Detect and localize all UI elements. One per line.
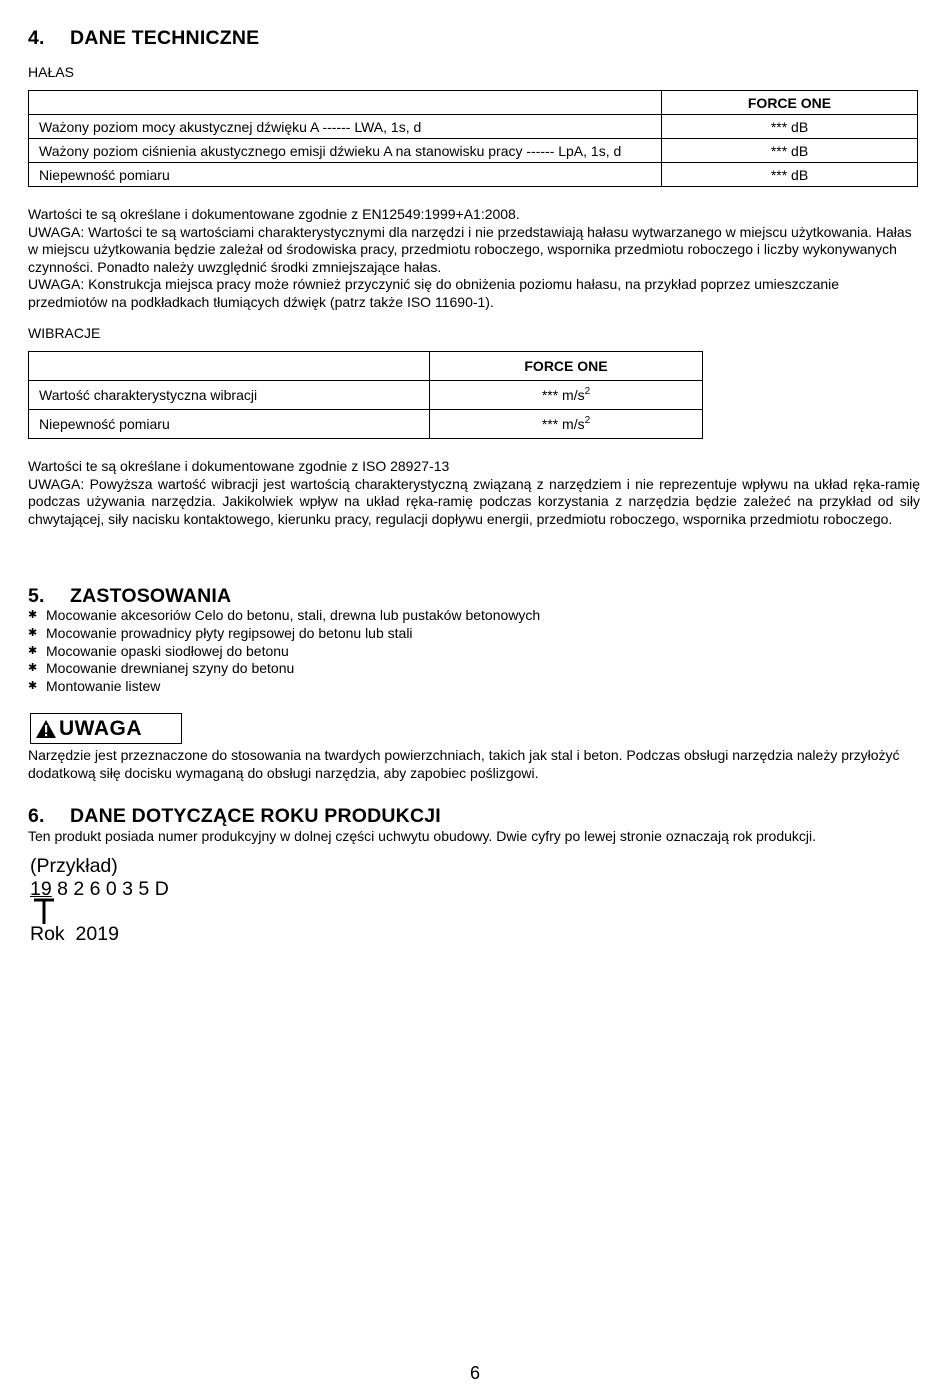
applications-list — [28, 607, 540, 696]
section-4-heading — [28, 27, 259, 50]
list-item — [28, 643, 540, 661]
unit-exponent: 2 — [584, 386, 591, 397]
year-value: 2019 — [75, 923, 119, 945]
production-year-text: Ten produkt posiada numer produkcyjny w dolnej części uchwytu obudowy. Dwie cyfry po lewej stronie oznaczają rok produkcji. — [28, 828, 817, 844]
table-cell: *** dB — [662, 115, 918, 139]
list-item — [28, 678, 540, 696]
table-row — [29, 381, 703, 410]
warning-box — [30, 713, 182, 744]
table-header-row — [29, 352, 703, 381]
note-paragraph: UWAGA: Powyższa wartość wibracji jest wartością charakterystyczną związaną z narzędziem i nie reprezentuje wpływu na układ ręka-ramię podczas używania narzędzia. Jakikolwiek wpływ na układ ręka-ramię podczas korzystania z narzędzia będzie zależeć na przykład od siły chwytającej, siły nacisku kontaktowego, kierunku pracy, regulacji dopływu energii, przedmiotu roboczego, wspornika przedmiotu roboczego. — [28, 475, 920, 527]
serial-rest: 8 2 6 0 3 5 D — [51, 878, 169, 900]
table-header-cell — [29, 352, 430, 381]
table-header-cell: FORCE ONE — [662, 91, 918, 115]
section-title: DANE DOTYCZĄCE ROKU PRODUKCJI — [70, 805, 441, 827]
section-title: ZASTOSOWANIA — [70, 585, 232, 607]
table-cell: Niepewność pomiaru — [29, 410, 430, 439]
value-text: *** m/s — [541, 416, 585, 432]
table-cell: Ważony poziom ciśnienia akustycznego emisji dźwieku A na stanowisku pracy ------ LpA, 1s, d — [29, 139, 662, 163]
section-number: 4. — [28, 27, 45, 49]
note-paragraph: Wartości te są określane i dokumentowane zgodnie z EN12549:1999+A1:2008. — [28, 206, 520, 222]
list-item — [28, 625, 540, 643]
section-title: DANE TECHNICZNE — [70, 27, 260, 49]
noise-label: HAŁAS — [28, 64, 74, 80]
section-6-heading — [28, 805, 441, 828]
table-row — [29, 139, 918, 163]
year-caption — [30, 923, 119, 946]
list-item-text: Mocowanie opaski siodłowej do betonu — [46, 642, 289, 659]
table-cell: Wartość charakterystyczna wibracji — [29, 381, 430, 410]
list-item — [28, 607, 540, 625]
table-row — [29, 115, 918, 139]
list-item — [28, 660, 540, 678]
table-row — [29, 410, 703, 439]
warning-label: UWAGA — [59, 716, 142, 740]
list-item-text: Mocowanie drewnianej szyny do betonu — [46, 660, 295, 677]
noise-table — [28, 90, 918, 187]
list-item-text: Mocowanie prowadnicy płyty regipsowej do betonu lub stali — [46, 624, 413, 641]
note-paragraph: UWAGA: Konstrukcja miejsca pracy może również przyczynić się do obniżenia poziomu hałasu, na przykład poprzez umieszczanie przedmiotów na podkładkach tłumiących dźwięk (patrz także ISO 11690-1). — [28, 276, 840, 310]
vibration-notes — [28, 458, 920, 528]
table-header-row — [29, 91, 918, 115]
value-text: *** m/s — [541, 387, 585, 403]
table-cell: *** dB — [662, 139, 918, 163]
bullet-icon: ✱ — [28, 626, 38, 639]
table-cell: *** dB — [662, 163, 918, 187]
table-row — [29, 163, 918, 187]
example-label: (Przykład) — [30, 855, 118, 877]
table-header-cell: FORCE ONE — [430, 352, 703, 381]
bullet-icon: ✱ — [28, 644, 38, 657]
section-number: 5. — [28, 585, 45, 607]
section-5-heading — [28, 585, 231, 608]
note-paragraph: Wartości te są określane i dokumentowane zgodnie z ISO 28927-13 — [28, 458, 450, 474]
table-cell: Ważony poziom mocy akustycznej dźwięku A ------ LWA, 1s, d — [29, 115, 662, 139]
page-number: 6 — [469, 1363, 480, 1383]
bullet-icon: ✱ — [28, 680, 38, 693]
year-pointer-icon — [32, 897, 58, 925]
note-paragraph: UWAGA: Wartości te są wartościami charakterystycznymi dla narzędzi i nie przedstawiają hałasu wytwarzanego w miejscu użytkowania. Hałas w miejscu użytkowania będzie zależał od środowiska pracy, przedmiotu roboczego, wspornika przedmiotu roboczego i liczby wykonywanych czynności. Ponadto należy uwzględnić środki zmniejszające hałas. — [28, 223, 912, 275]
year-label: Rok — [30, 923, 65, 945]
list-item-text: Montowanie listew — [46, 678, 161, 695]
list-item-text: Mocowanie akcesoriów Celo do betonu, stali, drewna lub pustaków betonowych — [46, 607, 541, 623]
table-cell: Niepewność pomiaru — [29, 163, 662, 187]
warning-text: Narzędzie jest przeznaczone do stosowania na twardych powierzchniach, takich jak stal i beton. Podczas obsługi narzędzia należy przyłożyć dodatkową siłę docisku wymaganą do obsługi narzędzia, aby zapobiec poślizgowi. — [28, 747, 900, 781]
table-header-cell — [29, 91, 662, 115]
unit-exponent: 2 — [584, 415, 591, 426]
section-number: 6. — [28, 805, 45, 827]
bullet-icon: ✱ — [28, 662, 38, 675]
table-cell — [430, 410, 703, 439]
vibration-table — [28, 351, 703, 439]
warning-triangle-icon — [35, 719, 57, 739]
serial-year-digits: 19 — [30, 878, 52, 900]
table-cell — [430, 381, 703, 410]
noise-notes — [28, 206, 920, 312]
bullet-icon: ✱ — [28, 609, 38, 621]
vibration-label: WIBRACJE — [28, 325, 101, 341]
